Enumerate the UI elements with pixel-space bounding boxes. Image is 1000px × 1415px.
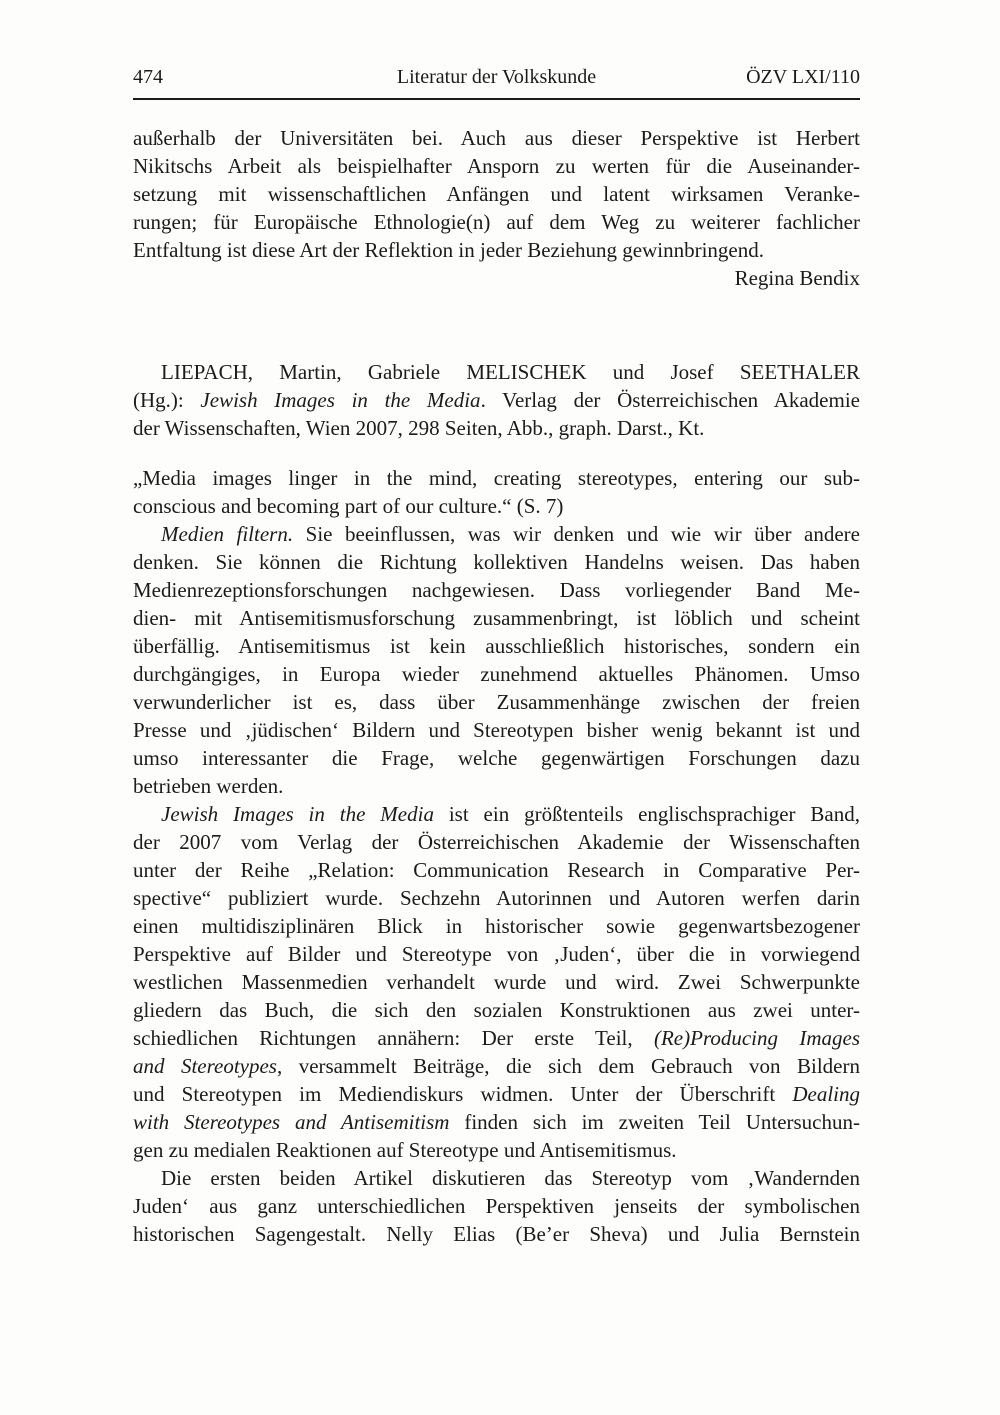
book-citation-paragraph bbox=[133, 358, 860, 442]
italic-text-run: (Re)Producing Images bbox=[653, 1026, 860, 1050]
text-run: unter der Reihe „Relation: Communication Research in Comparative Per- bbox=[133, 858, 860, 882]
journal-reference: ÖZV LXI/110 bbox=[746, 66, 860, 88]
text-line bbox=[133, 520, 860, 548]
text-line bbox=[133, 660, 860, 688]
text-line bbox=[133, 716, 860, 744]
italic-text-run: Jewish Images in the Media bbox=[200, 388, 481, 412]
page-body bbox=[133, 124, 860, 1248]
text-line bbox=[133, 208, 860, 236]
text-run: Entfaltung ist diese Art der Reflektion in jeder Beziehung gewinnbringend. bbox=[133, 238, 765, 262]
text-run: außerhalb der Universitäten bei. Auch aus dieser Perspektive ist Herbert bbox=[133, 126, 860, 150]
text-line bbox=[133, 1052, 860, 1080]
text-run: der Wissenschaften, Wien 2007, 298 Seiten, Abb., graph. Darst., Kt. bbox=[133, 416, 705, 440]
text-run: conscious and becoming part of our culture.“ (S. 7) bbox=[133, 494, 564, 518]
text-run: spective“ publiziert wurde. Sechzehn Autorinnen und Autoren werfen darin bbox=[133, 886, 860, 910]
text-run: LIEPACH, Martin, Gabriele MELISCHEK und Josef SEETHALER bbox=[161, 360, 860, 384]
text-line bbox=[133, 358, 860, 386]
text-run: Sie beeinflussen, was wir denken und wie wir über andere bbox=[293, 522, 860, 546]
text-run: und Stereotypen im Mediendiskurs widmen. Unter der Überschrift bbox=[133, 1082, 793, 1106]
page-number: 474 bbox=[133, 66, 163, 88]
text-line bbox=[133, 1080, 860, 1108]
text-line bbox=[133, 828, 860, 856]
text-run: überfällig. Antisemitismus ist kein ausschließlich historisches, sondern ein bbox=[133, 634, 860, 658]
text-run: „Media images linger in the mind, creating stereotypes, entering our sub- bbox=[133, 466, 860, 490]
italic-text-run: Jewish Images in the Media bbox=[161, 802, 434, 826]
text-line bbox=[133, 1192, 860, 1220]
review-body-paragraph-3 bbox=[133, 1164, 860, 1248]
text-line bbox=[133, 264, 860, 292]
text-line bbox=[133, 856, 860, 884]
text-run: gliedern das Buch, die sich den sozialen Konstruktionen aus zwei unter- bbox=[133, 998, 860, 1022]
italic-text-run: and Stereotypes bbox=[133, 1054, 277, 1078]
epigraph-quote-paragraph bbox=[133, 464, 860, 520]
text-line bbox=[133, 884, 860, 912]
text-run: westlichen Massenmedien verhandelt wurde und wird. Zwei Schwerpunkte bbox=[133, 970, 860, 994]
text-line bbox=[133, 940, 860, 968]
running-title: Literatur der Volkskunde bbox=[396, 66, 597, 88]
review-body-paragraph-1 bbox=[133, 520, 860, 800]
text-run: schiedlichen Richtungen annähern: Der erste Teil, bbox=[133, 1026, 654, 1050]
running-head bbox=[133, 64, 860, 100]
text-run: Perspektive auf Bilder und Stereotype von ‚Juden‘, über die in vorwiegend bbox=[133, 942, 860, 966]
text-run: Nikitschs Arbeit als beispielhafter Ansporn zu werten für die Auseinander- bbox=[133, 154, 860, 178]
text-line bbox=[133, 124, 860, 152]
text-run: dien- mit Antisemitismusforschung zusammenbringt, ist löblich und scheint bbox=[133, 606, 860, 630]
text-line bbox=[133, 688, 860, 716]
text-line bbox=[133, 414, 860, 442]
text-line bbox=[133, 464, 860, 492]
text-run: Medienrezeptionsforschungen nachgewiesen. Dass vorliegender Band Me- bbox=[133, 578, 860, 602]
italic-text-run: Dealing bbox=[792, 1082, 860, 1106]
text-run: einen multidisziplinären Blick in historischer sowie gegenwartsbezogener bbox=[133, 914, 860, 938]
text-line bbox=[133, 1024, 860, 1052]
text-line bbox=[133, 180, 860, 208]
text-line bbox=[133, 632, 860, 660]
italic-text-run: Medien filtern. bbox=[161, 522, 294, 546]
text-line bbox=[133, 1220, 860, 1248]
text-run: (Hg.): bbox=[133, 388, 201, 412]
text-line bbox=[133, 1164, 860, 1192]
text-run: denken. Sie können die Richtung kollektiven Handelns weisen. Das haben bbox=[133, 550, 860, 574]
text-run: , versammelt Beiträge, die sich dem Gebrauch von Bildern bbox=[276, 1054, 860, 1078]
reviewer-signature bbox=[133, 264, 860, 292]
text-run: . Verlag der Österreichischen Akademie bbox=[480, 388, 860, 412]
text-run: finden sich im zweiten Teil Untersuchun- bbox=[449, 1110, 860, 1134]
text-run: setzung mit wissenschaftlichen Anfängen und latent wirksamen Veranke- bbox=[133, 182, 860, 206]
text-run: der 2007 vom Verlag der Österreichischen Akademie der Wissenschaften bbox=[133, 830, 860, 854]
text-run: historischen Sagengestalt. Nelly Elias (Be’er Sheva) und Julia Bernstein bbox=[133, 1222, 860, 1246]
text-run: verwunderlicher ist es, dass über Zusammenhänge zwischen der freien bbox=[133, 690, 860, 714]
text-line bbox=[133, 236, 860, 264]
text-column bbox=[133, 0, 860, 1248]
text-line bbox=[133, 968, 860, 996]
text-run: Regina Bendix bbox=[734, 266, 860, 290]
text-run: Die ersten beiden Artikel diskutieren das Stereotyp vom ‚Wandernden bbox=[161, 1166, 860, 1190]
text-line bbox=[133, 492, 860, 520]
text-run: rungen; für Europäische Ethnologie(n) auf dem Weg zu weiterer fachlicher bbox=[133, 210, 860, 234]
text-run: betrieben werden. bbox=[133, 774, 284, 798]
text-run: umso interessanter die Frage, welche gegenwärtigen Forschungen dazu bbox=[133, 746, 860, 770]
italic-text-run: with Stereotypes and Antisemitism bbox=[133, 1110, 450, 1134]
review-body-paragraph-2 bbox=[133, 800, 860, 1164]
text-line bbox=[133, 800, 860, 828]
text-run: gen zu medialen Reaktionen auf Stereotype und Antisemitismus. bbox=[133, 1138, 677, 1162]
text-run: Presse und ‚jüdischen‘ Bildern und Stereotypen bisher wenig bekannt ist und bbox=[133, 718, 860, 742]
text-line bbox=[133, 1108, 860, 1136]
text-line bbox=[133, 772, 860, 800]
text-line bbox=[133, 604, 860, 632]
text-run: ist ein größtenteils englischsprachiger Band, bbox=[433, 802, 860, 826]
text-run: Juden‘ aus ganz unterschiedlichen Perspektiven jenseits der symbolischen bbox=[133, 1194, 860, 1218]
text-line bbox=[133, 912, 860, 940]
text-line bbox=[133, 386, 860, 414]
text-line bbox=[133, 152, 860, 180]
text-line bbox=[133, 548, 860, 576]
text-line bbox=[133, 996, 860, 1024]
text-line bbox=[133, 1136, 860, 1164]
review-conclusion-paragraph bbox=[133, 124, 860, 264]
text-line bbox=[133, 576, 860, 604]
text-line bbox=[133, 744, 860, 772]
text-run: durchgängiges, in Europa wieder zunehmend aktuelles Phänomen. Umso bbox=[133, 662, 860, 686]
